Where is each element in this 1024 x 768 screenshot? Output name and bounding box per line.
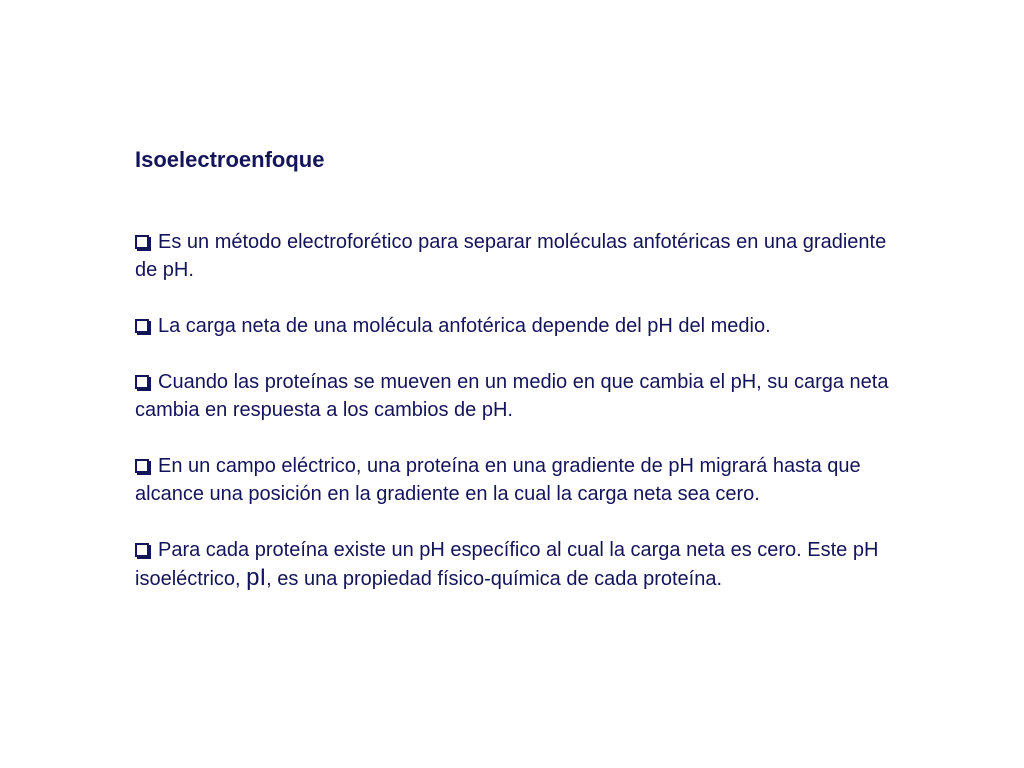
- paragraph-text: En un campo eléctrico, una proteína en una gradiente de pH migrará hasta que alcance una posición en la gradiente en la cual la carga neta sea cero.: [135, 455, 861, 505]
- paragraph-text: Es un método electroforético para separar moléculas anfotéricas en una gradiente de pH.: [135, 231, 887, 281]
- paragraph-text: La carga neta de una molécula anfotérica depende del pH del medio.: [158, 315, 771, 337]
- square-bullet-icon: [135, 459, 149, 473]
- paragraph-text: Cuando las proteínas se mueven en un medio en que cambia el pH, su carga neta cambia en respuesta a los cambios de pH.: [135, 371, 889, 421]
- paragraph-text-start: Para cada proteína existe un pH específico al cual la carga neta es cero. Este pH isoeléctrico,: [135, 539, 879, 590]
- bullet-paragraph-2: [135, 312, 895, 340]
- slide-body: [135, 228, 895, 621]
- slide-title: Isoelectroenfoque: [135, 147, 325, 172]
- square-bullet-icon: [135, 319, 149, 333]
- square-bullet-icon: [135, 375, 149, 389]
- paragraph-text-end: , es una propiedad físico-química de cada proteína.: [266, 568, 723, 590]
- bullet-paragraph-3: [135, 368, 895, 424]
- bullet-paragraph-5: [135, 536, 895, 593]
- square-bullet-icon: [135, 235, 149, 249]
- square-bullet-icon: [135, 543, 149, 557]
- isoelectric-point-term: pI: [246, 564, 267, 591]
- bullet-paragraph-4: [135, 452, 895, 508]
- bullet-paragraph-1: [135, 228, 895, 284]
